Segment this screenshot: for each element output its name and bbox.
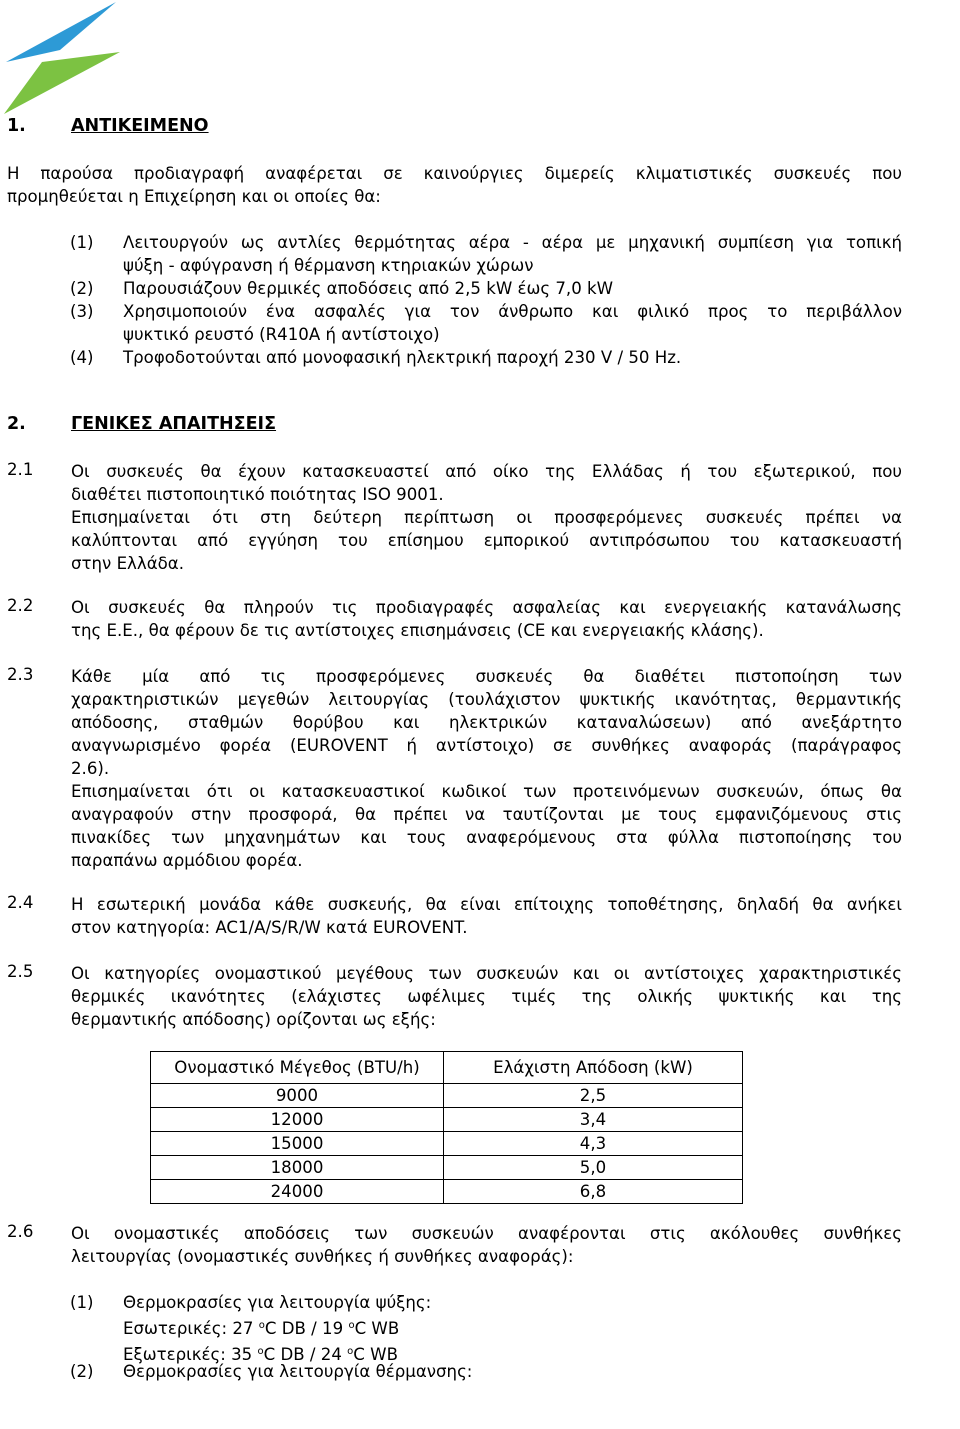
list-marker: (2) [70, 279, 94, 298]
paragraph-line: Επισημαίνεται ότι οι κατασκευαστικοί κωδικοί των προτεινόμενων συσκευών, όπως θα [71, 782, 902, 801]
paragraph-line: λειτουργίας (ονομαστικές συνθήκες ή συνθήκες αναφοράς): [71, 1247, 574, 1266]
list-line: ψυκτικό ρευστό (R410A ή αντίστοιχο) [123, 325, 440, 344]
paragraph-line: Οι ονομαστικές αποδόσεις των συσκευών αναφέρονται στις ακόλουθες συνθήκες [71, 1224, 902, 1243]
table-cell: 12000 [151, 1108, 444, 1132]
outdoor-conditions: Εξωτερικές: 35 $^o$C DB / 24 $^o$C WB [123, 1345, 398, 1364]
list-line: Θερμοκρασίες για λειτουργία ψύξης: [123, 1293, 432, 1312]
paragraph-line: Η παρούσα προδιαγραφή αναφέρεται σε καινούργιες διμερείς κλιματιστικές συσκευές που [7, 164, 902, 183]
list-line: Παρουσιάζουν θερμικές αποδόσεις από 2,5 kW έως 7,0 kW [123, 279, 614, 298]
paragraph-number: 2.3 [7, 665, 34, 684]
degree-symbol: o [348, 1320, 355, 1331]
degree-symbol: o [258, 1320, 265, 1331]
table-cell: 24000 [151, 1180, 444, 1204]
logo-blue-stroke [6, 2, 116, 62]
list-marker: (4) [70, 348, 94, 367]
paragraph-line: Κάθε μία από τις προσφερόμενες συσκευές θα διαθέτει πιστοποίηση των [71, 667, 902, 686]
paragraph-number: 2.6 [7, 1222, 34, 1241]
table-row [151, 1084, 743, 1108]
paragraph-line: Η εσωτερική μονάδα κάθε συσκευής, θα είναι επίτοιχης τοποθέτησης, δηλαδή θα ανήκει [71, 895, 902, 914]
list-marker: (2) [70, 1362, 94, 1381]
paragraph-line: παραπάνω αρμόδιου φορέα. [71, 851, 303, 870]
paragraph-line: της Ε.Ε., θα φέρουν δε τις αντίστοιχες επισημάνσεις (CE και ενεργειακής κλάσης). [71, 621, 764, 640]
section-1-intro [7, 162, 902, 208]
list-line: Θερμοκρασίες για λειτουργία θέρμανσης: [123, 1362, 473, 1381]
column-header: Ονομαστικό Μέγεθος (BTU/h) [151, 1052, 444, 1084]
section-number: 2. [7, 414, 26, 434]
paragraph-number: 2.1 [7, 460, 34, 479]
list-line: Λειτουργούν ως αντλίες θερμότητας αέρα - αέρα με μηχανική συμπίεση για τοπική [123, 233, 902, 252]
paragraph-line: Οι κατηγορίες ονομαστικού μεγέθους των συσκευών και οι αντίστοιχες χαρακτηριστικές [71, 964, 902, 983]
paragraph-number: 2.2 [7, 596, 34, 615]
table-row [151, 1180, 743, 1204]
paragraph-line: 2.6). [71, 759, 110, 778]
degree-symbol: o [347, 1346, 354, 1357]
paragraph-line: προμηθεύεται η Επιχείρηση και οι οποίες θα: [7, 187, 381, 206]
paragraph-line: απόδοσης, σταθμών θορύβου και ηλεκτρικών καταναλώσεων) από ανεξάρτητο [71, 713, 902, 732]
paragraph-line: στην Ελλάδα. [71, 554, 184, 573]
table-cell: 6,8 [444, 1180, 743, 1204]
section-title: ΑΝΤΙΚΕΙΜΕΝΟ [71, 116, 209, 136]
paragraph-line: στον κατηγορία: AC1/A/S/R/W κατά EUROVENT. [71, 918, 468, 937]
table-cell: 9000 [151, 1084, 444, 1108]
paragraph-line: διαθέτει πιστοποιητικό ποιότητας ISO 9001. [71, 485, 444, 504]
list-line: Χρησιμοποιούν ένα ασφαλές για τον άνθρωπο και φιλικό προς το περιβάλλον [123, 302, 902, 321]
section-title: ΓΕΝΙΚΕΣ ΑΠΑΙΤΗΣΕΙΣ [71, 414, 277, 434]
paragraph-line: Οι συσκευές θα έχουν κατασκευαστεί από οίκο της Ελλάδας ή του εξωτερικού, που [71, 462, 902, 481]
paragraph-line: Οι συσκευές θα πληρούν τις προδιαγραφές ασφαλείας και ενεργειακής κατανάλωσης [71, 598, 902, 617]
paragraph-line: αναγνωρισμένο φορέα (EUROVENT ή αντίστοιχο) σε συνθήκες αναφοράς (παράγραφος [71, 736, 902, 755]
table-cell: 2,5 [444, 1084, 743, 1108]
section-2-heading [7, 414, 276, 434]
list-line: ψύξη - αφύγρανση ή θέρμανση κτηριακών χώρων [123, 256, 534, 275]
table-row [151, 1132, 743, 1156]
paragraph-line: θερμαντικής απόδοσης) ορίζονται ως εξής: [71, 1010, 436, 1029]
table-cell: 15000 [151, 1132, 444, 1156]
section-1-heading [7, 116, 209, 136]
list-line: Τροφοδοτούνται από μονοφασική ηλεκτρική παροχή 230 V / 50 Hz. [123, 348, 682, 367]
table-cell: 3,4 [444, 1108, 743, 1132]
column-header: Ελάχιστη Απόδοση (kW) [444, 1052, 743, 1084]
company-logo [0, 0, 130, 118]
paragraph-number: 2.4 [7, 893, 34, 912]
list-marker: (1) [70, 1293, 94, 1312]
section-number: 1. [7, 116, 26, 136]
paragraph-line: αναγραφούν στην προσφορά, θα πρέπει να ταυτίζονται με τους εμφανιζόμενους στις [71, 805, 902, 824]
table-cell: 18000 [151, 1156, 444, 1180]
table-cell: 4,3 [444, 1132, 743, 1156]
paragraph-number: 2.5 [7, 962, 34, 981]
paragraph-line: πινακίδες των μηχανημάτων και τους αναφερόμενους στα φύλλα πιστοποίησης του [71, 828, 902, 847]
table-row [151, 1108, 743, 1132]
paragraph-line: καλύπτονται από εγγύηση του επίσημου εμπορικού αντιπρόσωπου του κατασκευαστή [71, 531, 902, 550]
paragraph-line: χαρακτηριστικών μεγεθών λειτουργίας (τουλάχιστον ψυκτικής ικανότητας, θερμαντικής [71, 690, 902, 709]
logo-green-stroke [4, 52, 120, 114]
capacity-table [150, 1051, 743, 1204]
paragraph-line: θερμικές ικανότητες (ελάχιστες ωφέλιμες τιμές της ολικής ψυκτικής και της [71, 987, 902, 1006]
table-header-row [151, 1052, 743, 1084]
list-marker: (1) [70, 233, 94, 252]
table-row [151, 1156, 743, 1180]
list-marker: (3) [70, 302, 94, 321]
paragraph-line: Επισημαίνεται ότι στη δεύτερη περίπτωση οι προσφερόμενες συσκευές πρέπει να [71, 508, 902, 527]
table-cell: 5,0 [444, 1156, 743, 1180]
degree-symbol: o [257, 1346, 264, 1357]
indoor-conditions: Εσωτερικές: 27 $^o$C DB / 19 $^o$C WB [123, 1319, 400, 1338]
